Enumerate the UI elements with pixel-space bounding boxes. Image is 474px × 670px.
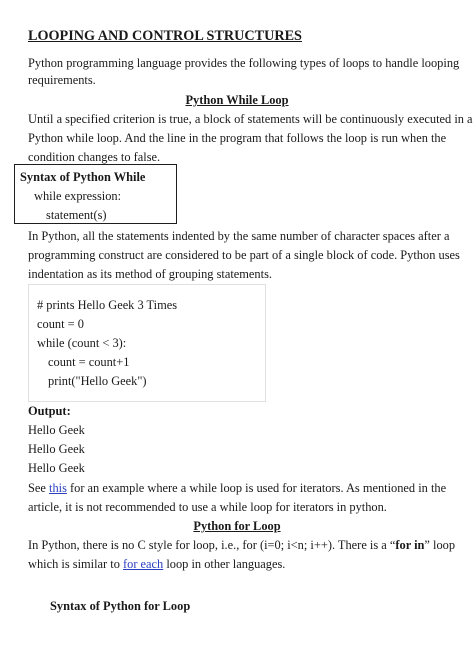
page-title: LOOPING AND CONTROL STRUCTURES	[28, 28, 302, 44]
for-desc-text: In Python, there is no C style for loop, i.e., for (i=0; i<n; i++). There is a “	[28, 538, 396, 552]
output-line: Hello Geek	[28, 442, 85, 456]
while-syntax-title: Syntax of Python While	[20, 170, 146, 184]
output-label: Output:	[28, 404, 71, 418]
while-syntax-line-2: statement(s)	[46, 208, 107, 222]
this-link[interactable]: this	[49, 481, 67, 495]
for-desc-text: loop in other languages.	[163, 557, 286, 571]
note-text: See	[28, 481, 49, 495]
code-line-1: # prints Hello Geek 3 Times	[37, 298, 178, 312]
intro-line-1: Python programming language provides the following types of loops to handle looping	[28, 56, 460, 70]
for-desc-line-2	[28, 556, 448, 572]
for-desc-text: which is similar to	[28, 557, 123, 571]
code-line-4: count = count+1	[48, 355, 130, 369]
output-line: Hello Geek	[28, 423, 85, 437]
note-text: for an example where a while loop is used for iterators. As mentioned in the	[66, 481, 447, 495]
for-each-link[interactable]: for each	[123, 557, 164, 571]
indent-line-2: programming construct are considered to be part of a single block of code. Python uses	[28, 248, 460, 262]
indent-line-3: indentation as its method of grouping statements.	[28, 267, 272, 281]
output-line: Hello Geek	[28, 461, 85, 475]
while-syntax-line-1: while expression:	[34, 189, 122, 203]
code-line-3: while (count < 3):	[37, 336, 127, 350]
while-desc-line-2: Python while loop. And the line in the program that follows the loop is run when the	[28, 131, 447, 145]
note-line-2: article, it is not recommended to use a while loop for iterators in python.	[28, 500, 387, 514]
while-loop-heading: Python While Loop	[185, 93, 289, 107]
for-desc-text: ” loop	[424, 538, 456, 552]
intro-line-2: requirements.	[28, 73, 96, 87]
for-in-keyword: for in	[395, 538, 425, 552]
indent-line-1: In Python, all the statements indented by the same number of character spaces after a	[28, 229, 450, 243]
code-line-2: count = 0	[37, 317, 84, 331]
for-syntax-title: Syntax of Python for Loop	[50, 599, 191, 613]
while-desc-line-1: Until a specified criterion is true, a block of statements will be continuously executed in a	[28, 112, 473, 126]
while-desc-line-3: condition changes to false.	[28, 150, 161, 164]
note-line-1	[28, 480, 448, 496]
for-desc-line-1	[28, 537, 456, 553]
for-loop-heading: Python for Loop	[193, 519, 281, 533]
code-line-5: print("Hello Geek")	[48, 374, 147, 388]
